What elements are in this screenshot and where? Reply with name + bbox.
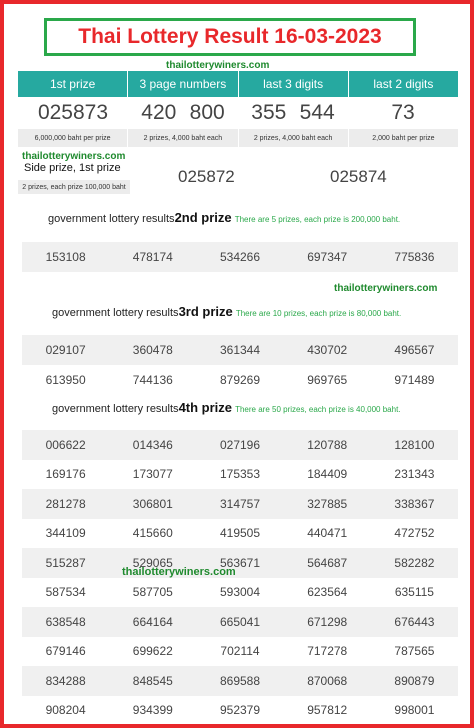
lottery-number: 153108 [45,250,86,264]
lottery-number: 971489 [394,373,435,387]
number-row [22,548,458,578]
lottery-number: 613950 [45,373,86,387]
last-three-number: 544 [299,101,335,124]
number-row [22,430,458,460]
lottery-number: 361344 [219,343,261,357]
lottery-number: 314757 [219,496,261,511]
lottery-number: 969765 [307,373,348,387]
last-three-number: 355 [251,101,287,124]
lottery-number: 702114 [220,644,260,659]
site-watermark-mid: thailotterywiners.com [334,283,438,294]
lottery-number: 281278 [45,496,86,511]
lottery-number: 027196 [219,437,261,452]
lottery-number: 344109 [45,526,86,541]
header-three-page: 3 page numbers [128,71,238,97]
lottery-number: 744136 [132,373,173,387]
header-last-three: last 3 digits [239,71,349,97]
three-page-note: 2 prizes, 4,000 baht each [128,129,238,147]
lottery-number: 834288 [45,673,86,688]
lottery-number: 787565 [394,644,435,659]
lottery-number: 775836 [394,250,435,264]
lottery-number: 934399 [132,703,173,718]
lottery-number: 014346 [132,437,173,452]
number-row [22,242,458,272]
site-watermark-top: thailotterywiners.com [166,60,270,71]
lottery-number: 957812 [307,703,348,718]
lottery-number: 635115 [394,585,434,600]
lottery-number: 231343 [394,467,435,482]
lottery-number: 699622 [132,644,173,659]
lottery-number: 360478 [132,343,173,357]
lottery-number: 029107 [45,343,86,357]
page-title-box [44,18,416,56]
lottery-number: 998001 [394,703,435,718]
number-row [22,519,458,549]
lottery-number: 563671 [219,555,261,570]
lottery-number: 638548 [45,614,86,629]
lottery-number: 496567 [394,343,435,357]
number-row [22,335,458,365]
lottery-number: 676443 [394,614,435,629]
number-row [22,365,458,395]
side-prize-label: Side prize, 1st prize [24,162,121,174]
lottery-number: 671298 [307,614,348,629]
lottery-number: 419505 [219,526,261,541]
third-prize-title: government lottery results3rd prize There are 10 prizes, each prize is 80,000 baht. [52,304,402,319]
lottery-number: 890879 [394,673,435,688]
number-row [22,460,458,490]
lottery-number: 869588 [219,673,261,688]
lottery-number: 664164 [132,614,173,629]
lottery-number: 430702 [307,343,348,357]
lottery-number: 952379 [219,703,261,718]
side-prize-number: 025874 [330,167,387,186]
lottery-number: 623564 [307,585,348,600]
first-prize-cell [18,97,128,129]
lottery-number: 679146 [45,644,86,659]
header-last-two: last 2 digits [349,71,458,97]
lottery-number: 175353 [219,467,261,482]
lottery-number: 593004 [219,585,261,600]
lottery-number: 306801 [132,496,173,511]
lottery-number: 415660 [132,526,173,541]
last-three-cell [238,97,348,129]
lottery-number: 908204 [45,703,86,718]
last-two-cell [348,97,458,129]
lottery-number: 173077 [132,467,173,482]
number-row [22,489,458,519]
fourth-prize-title: government lottery results4th prize There are 50 prizes, each prize is 40,000 baht. [52,400,401,415]
lottery-number: 472752 [394,526,435,541]
lottery-number: 478174 [132,250,173,264]
first-prize-number: 025873 [37,101,109,124]
lottery-number: 515287 [45,555,86,570]
three-page-number: 420 [141,101,177,124]
last-two-number: 73 [391,101,415,124]
three-page-cell [128,97,238,129]
lottery-number: 534266 [219,250,261,264]
side-prize-note: 2 prizes, each prize 100,000 baht [18,180,130,194]
prize-header-row [18,71,458,97]
lottery-number: 338367 [394,496,435,511]
lottery-number: 587705 [132,585,173,600]
lottery-number: 184409 [307,467,348,482]
lottery-number: 697347 [307,250,348,264]
last-three-note: 2 prizes, 4,000 baht each [239,129,349,147]
lottery-number: 717278 [307,644,348,659]
lottery-number: 582282 [394,555,435,570]
lottery-number: 665041 [219,614,261,629]
number-row [22,666,458,696]
lottery-number: 327885 [307,496,348,511]
side-prize-number: 025872 [178,167,235,186]
number-row [22,637,458,667]
site-watermark-bottom: thailotterywiners.com [122,566,236,578]
lottery-number: 529065 [132,555,173,570]
header-first-prize: 1st prize [18,71,128,97]
prize-number-row [18,97,458,129]
lottery-number: 440471 [307,526,348,541]
last-two-note: 2,000 baht per prize [349,129,458,147]
site-watermark-side: thailotterywiners.com [22,151,126,162]
number-row [22,578,458,608]
lottery-number: 169176 [45,467,86,482]
lottery-number: 120788 [307,437,348,452]
lottery-number: 564687 [307,555,348,570]
lottery-number: 879269 [219,373,261,387]
prize-note-row [18,129,458,147]
lottery-number: 587534 [45,585,86,600]
number-row [22,696,458,726]
number-row [22,607,458,637]
second-prize-title: government lottery results2nd prize There are 5 prizes, each prize is 200,000 baht. [48,210,401,225]
three-page-number: 800 [189,101,225,124]
page-title: Thai Lottery Result 16-03-2023 [78,25,382,48]
lottery-number: 006622 [45,437,86,452]
first-prize-note: 6,000,000 baht per prize [18,129,128,147]
lottery-number: 128100 [394,437,435,452]
lottery-number: 848545 [132,673,173,688]
lottery-number: 870068 [307,673,348,688]
